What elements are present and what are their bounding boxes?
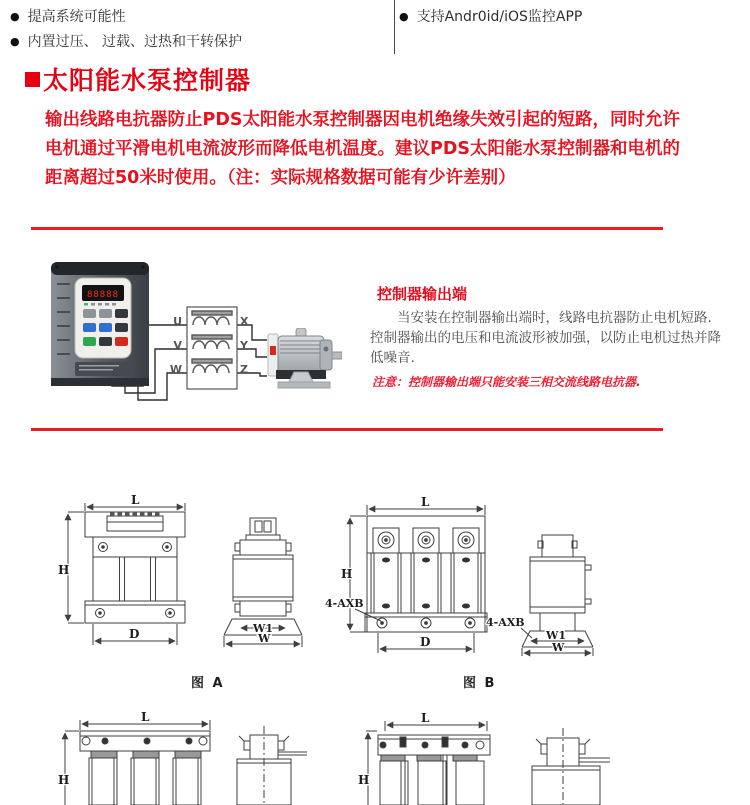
terminal-label-v: V xyxy=(173,339,182,352)
bullet-icon: ● xyxy=(10,9,20,23)
dim-label-h: H xyxy=(358,773,370,787)
feature-item xyxy=(399,6,582,26)
output-body-line: 低噪音. xyxy=(370,350,415,366)
dim-label-w: W xyxy=(258,632,271,645)
dim-label-h: H xyxy=(58,773,70,787)
output-body-line: 当安装在控制器输出端时，线路电抗器防止电机短路. xyxy=(397,310,712,326)
intro-paragraph xyxy=(45,106,680,193)
figure-b-drawing xyxy=(325,495,620,667)
terminal-label-w: W xyxy=(169,363,182,376)
feature-label: 支持Andr0id/iOS监控APP xyxy=(416,9,583,25)
output-section-note: 注意：控制器输出端只能安装三相交流线路电抗器. xyxy=(372,375,641,389)
feature-label: 内置过压、 过载、过热和干转保护 xyxy=(27,34,243,50)
section-heading xyxy=(25,61,251,97)
column-divider xyxy=(394,0,395,54)
bullet-icon: ● xyxy=(10,34,20,48)
dim-label-w1: W1 xyxy=(253,622,274,635)
terminal-label-y: Y xyxy=(240,339,248,352)
motor-image xyxy=(266,328,342,390)
dim-label-w: W xyxy=(552,641,565,654)
dim-label-axb: 4-AXB xyxy=(325,597,364,610)
inverter-display: 88888 xyxy=(86,290,120,300)
reactor-schematic xyxy=(186,305,238,391)
figure-a-caption: 图 A xyxy=(191,676,225,691)
dim-label-d: D xyxy=(129,627,140,641)
output-body-line: 控制器输出的电压和电流波形被加强，以防止电机过热并降 xyxy=(370,330,721,346)
dim-label-d: D xyxy=(420,635,431,649)
dim-label-l: L xyxy=(421,495,430,509)
red-square-bullet xyxy=(25,72,40,87)
intro-line: 距离超过50米时使用。（注：实际规格数据可能有少许差别） xyxy=(45,168,516,188)
figure-a-drawing xyxy=(55,495,315,667)
output-section-body xyxy=(370,308,721,368)
feature-item xyxy=(10,31,242,51)
dim-label-l: L xyxy=(141,712,150,724)
terminal-label-x: X xyxy=(240,315,249,328)
inverter-image xyxy=(48,254,158,392)
bullet-icon: ● xyxy=(399,9,409,23)
feature-label: 提高系统可能性 xyxy=(27,9,126,25)
terminal-label-u: U xyxy=(173,315,182,328)
dim-label-h: H xyxy=(341,567,353,581)
inverter-keypad xyxy=(83,309,128,346)
intro-line: 电机通过平滑电机电流波形而降低电机温度。建议PDS太阳能水泵控制器和电机的 xyxy=(45,139,680,159)
dim-label-axb: 4-AXB xyxy=(486,616,525,629)
output-section-title: 控制器输出端 xyxy=(377,285,468,303)
intro-line: 输出线路电抗器防止PDS太阳能水泵控制器因电机绝缘失效引起的短路，同时允许 xyxy=(45,110,680,130)
dim-label-l: L xyxy=(131,495,140,507)
page-title: 太阳能水泵控制器 xyxy=(43,66,252,95)
figure-b-caption: 图 B xyxy=(463,676,497,691)
dim-label-h: H xyxy=(58,563,70,577)
dim-label-w1: W1 xyxy=(546,629,567,642)
feature-item xyxy=(10,6,126,26)
figure-c-drawing xyxy=(55,712,655,805)
dim-label-l: L xyxy=(421,712,430,725)
terminal-label-z: Z xyxy=(240,363,248,376)
